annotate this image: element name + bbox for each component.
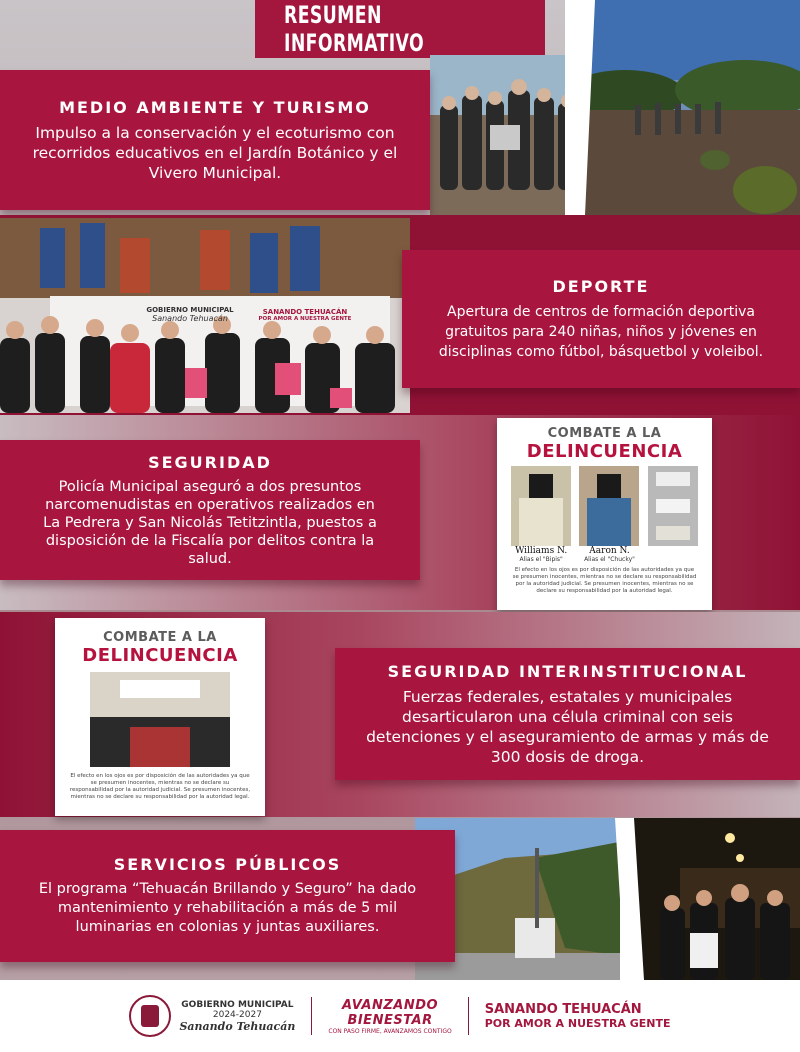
st-line1: SANANDO TEHUACÁN <box>484 1002 642 1017</box>
footer-divider <box>468 997 469 1035</box>
poster-title-line1: COMBATE A LA <box>547 426 662 441</box>
section-card-deporte <box>402 250 800 388</box>
detainee-alias-1: Alias el "Bipis" <box>519 556 563 563</box>
section-title: SERVICIOS PÚBLICOS <box>113 855 342 874</box>
poster-disclaimer: El efecto en los ojos es por disposición de las autoridades ya que se presumen inocentes, mientras no se declare su responsabilidad por la autoridad judicial. Se presumen inocentes, mientras no se declare su responsabilidad por la autoridad legal. <box>69 773 251 800</box>
header-title-band <box>255 0 545 58</box>
photo-deporte-event <box>0 218 410 413</box>
page-title: RESUMEN INFORMATIVO <box>284 1 425 57</box>
poster-combate-delincuencia-1 <box>497 418 712 610</box>
section-text: Apertura de centros de formación deportiva gratuitos para 240 niñas, niños y jóvenes en disciplinas como fútbol, básquetbol y voleibol. <box>438 303 764 360</box>
logo-avanzando-bienestar <box>328 998 451 1035</box>
av-tag: CON PASO FIRME, AVANZAMOS CONTIGO <box>328 1027 452 1035</box>
section-title: MEDIO AMBIENTE Y TURISMO <box>59 97 371 117</box>
detainee-name-1: Williams N. <box>515 546 568 556</box>
detainee-alias-2: Alias el "Chucky" <box>584 556 635 563</box>
gm-slogan: Sanando Tehuacán <box>179 1019 296 1033</box>
poster-combate-delincuencia-2 <box>55 618 265 816</box>
logo-sanando-tehuacan <box>485 1002 671 1030</box>
gm-title: GOBIERNO MUNICIPAL <box>181 999 294 1010</box>
operation-photo <box>90 672 230 767</box>
poster-disclaimer: El efecto en los ojos es por disposición de las autoridades ya que se presumen inocentes, mientras no se declare su responsabilidad por la autoridad judicial. Se presumen inocentes, mientras no se declare su responsabilidad por la autoridad legal. <box>512 567 697 594</box>
detainee-name-2: Aaron N. <box>589 546 630 556</box>
banner-left-sub: Sanando Tehuacán <box>152 314 228 323</box>
banner-right-text: SANANDO TEHUACÁN <box>262 308 348 316</box>
logo-gobierno-municipal <box>129 995 295 1037</box>
detainee-photo-2 <box>579 466 639 546</box>
section-text: Policía Municipal aseguró a dos presuntos narcomenudistas en operativos realizados en La Pedrera y San Nicolás Tetitzintla, puestos a disposición de la Fiscalía por delitos contra la salud. <box>43 478 377 567</box>
section-text: Fuerzas federales, estatales y municipales desarticularon una célula criminal con seis detenciones y el aseguramiento de armas y más de 300 dosis de droga. <box>366 687 769 766</box>
section-card-interinstitucional <box>335 648 800 780</box>
section-title: DEPORTE <box>552 276 650 296</box>
section-title: SEGURIDAD <box>148 452 272 472</box>
footer-divider <box>311 997 312 1035</box>
banner-right-sub: POR AMOR A NUESTRA GENTE <box>258 316 352 322</box>
photo-night-event <box>620 818 800 980</box>
seal-icon <box>129 995 171 1037</box>
banner-sanando <box>250 308 360 322</box>
section-text: El programa “Tehuacán Brillando y Seguro” ha dado mantenimiento y rehabilitación a más de 5 mil luminarias en colonias y juntas auxiliares. <box>38 881 417 935</box>
section-text: Impulso a la conservación y el ecoturismo con recorridos educativos en el Jardín Botánico y el Vivero Municipal. <box>32 123 398 182</box>
av-line1: AVANZANDO <box>342 997 439 1013</box>
poster-title-line2: DELINCUENCIA <box>82 645 238 666</box>
detainee-photo-1 <box>511 466 571 546</box>
banner-gobierno-municipal <box>130 306 250 323</box>
footer-logos <box>0 980 800 1052</box>
gm-years: 2024-2027 <box>212 1009 262 1020</box>
poster-title-line2: DELINCUENCIA <box>526 441 683 462</box>
section-card-medio-ambiente <box>0 70 430 210</box>
section-card-seguridad <box>0 440 420 580</box>
photo-botanical-garden <box>565 0 800 215</box>
section-title: SEGURIDAD INTERINSTITUCIONAL <box>387 661 748 681</box>
evidence-photo <box>648 466 698 546</box>
banner-left-text: GOBIERNO MUNICIPAL <box>146 306 234 314</box>
section-card-servicios <box>0 830 455 962</box>
poster-title-line1: COMBATE A LA <box>103 630 217 645</box>
av-line2: BIENESTAR <box>347 1012 433 1028</box>
st-line2: POR AMOR A NUESTRA GENTE <box>484 1017 671 1030</box>
